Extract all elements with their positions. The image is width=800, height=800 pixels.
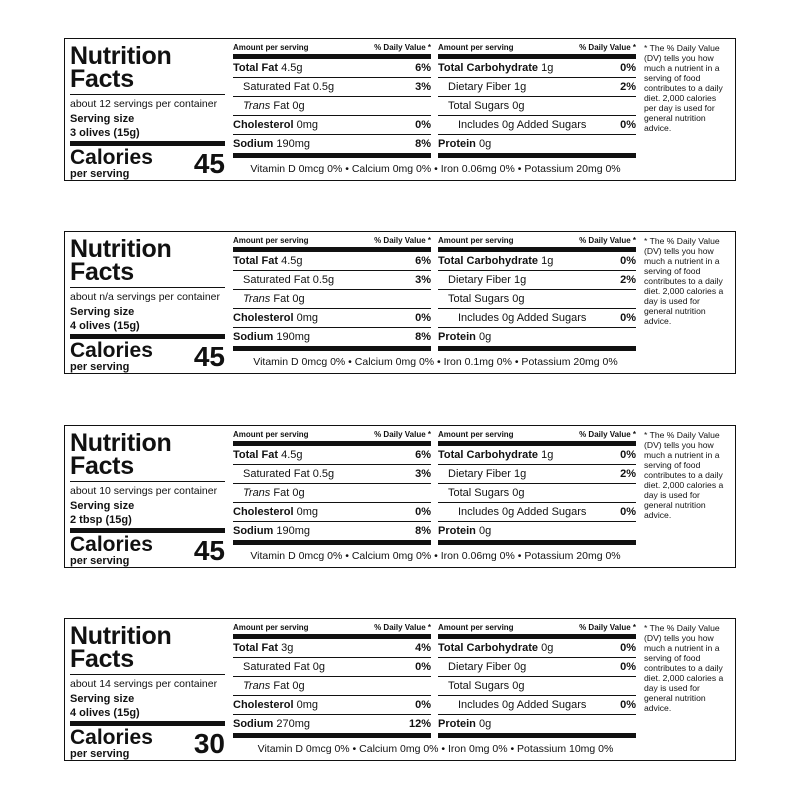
servings-per-container: about 14 servings per container bbox=[70, 674, 225, 691]
saturated-fat-amount: 0g bbox=[312, 661, 325, 673]
cholesterol-row bbox=[233, 309, 431, 328]
cholesterol-row bbox=[233, 503, 431, 522]
servings-per-container: about n/a servings per container bbox=[70, 287, 225, 304]
total-carbohydrate-label: Total Carbohydrate bbox=[438, 449, 539, 461]
nutrient-column-left bbox=[233, 43, 431, 158]
nutrition-panel-2 bbox=[64, 231, 736, 374]
nutrient-column-right bbox=[438, 623, 636, 738]
amount-per-serving-header: Amount per serving bbox=[233, 236, 309, 245]
total-carbohydrate-amount: 0g bbox=[541, 642, 554, 654]
dietary-fiber-dv: 2% bbox=[620, 81, 636, 93]
daily-value-footnote: * The % Daily Value (DV) tells you how much a nutrient in a serving of food contributes to a daily diet. 2,000 calories per day is used for general nutrition advice. bbox=[644, 43, 723, 133]
total-fat-label: Total Fat bbox=[233, 62, 279, 74]
daily-value-footnote: * The % Daily Value (DV) tells you how much a nutrient in a serving of food contributes to a daily diet. 2,000 calories a day is used for general nutrition advice. bbox=[644, 236, 724, 326]
dietary-fiber-dv: 2% bbox=[620, 468, 636, 480]
calories-value: 45 bbox=[193, 341, 225, 372]
daily-value-header: % Daily Value * bbox=[579, 236, 636, 245]
serving-size-value: 4 olives (15g) bbox=[70, 320, 140, 332]
total-sugars-label: Total Sugars 0g bbox=[448, 487, 525, 499]
saturated-fat-row bbox=[233, 78, 431, 97]
panel-title bbox=[70, 42, 225, 93]
sodium-row bbox=[233, 328, 431, 351]
sodium-dv: 8% bbox=[415, 331, 431, 343]
panel-title bbox=[70, 429, 225, 480]
total-carbohydrate-amount: 1g bbox=[541, 62, 554, 74]
column-header bbox=[438, 236, 636, 252]
per-serving-label: per serving bbox=[70, 748, 130, 760]
serving-size-value: 4 olives (15g) bbox=[70, 707, 140, 719]
serving-size-label: Serving size bbox=[70, 113, 135, 125]
calories-label: Calories bbox=[70, 533, 153, 556]
trans-fat-row bbox=[233, 290, 431, 309]
column-header bbox=[233, 43, 431, 59]
panel-header bbox=[70, 235, 225, 373]
title-line-2: Facts bbox=[70, 258, 134, 286]
nutrition-panel-3 bbox=[64, 425, 736, 568]
total-sugars-label: Total Sugars 0g bbox=[448, 293, 525, 305]
vitamins-minerals-line: Vitamin D 0mcg 0% • Calcium 0mg 0% • Iron 0.1mg 0% • Potassium 20mg 0% bbox=[253, 356, 618, 368]
column-header bbox=[438, 43, 636, 59]
daily-value-header: % Daily Value * bbox=[579, 623, 636, 632]
total-carbohydrate-label: Total Carbohydrate bbox=[438, 642, 539, 654]
added-sugars-label: Includes 0g Added Sugars bbox=[458, 506, 587, 518]
total-carbohydrate-label: Total Carbohydrate bbox=[438, 255, 539, 267]
total-carbohydrate-dv: 0% bbox=[620, 449, 636, 461]
saturated-fat-label: Saturated Fat bbox=[243, 81, 310, 93]
sodium-row bbox=[233, 715, 431, 738]
servings-per-container: about 12 servings per container bbox=[70, 94, 225, 111]
daily-value-header: % Daily Value * bbox=[374, 430, 431, 439]
sodium-label: Sodium bbox=[233, 525, 274, 537]
cholesterol-row bbox=[233, 696, 431, 715]
amount-per-serving-header: Amount per serving bbox=[233, 623, 309, 632]
saturated-fat-label: Saturated Fat bbox=[243, 661, 310, 673]
protein-row bbox=[438, 135, 636, 158]
sodium-row bbox=[233, 135, 431, 158]
daily-value-header: % Daily Value * bbox=[579, 43, 636, 52]
saturated-fat-dv: 3% bbox=[415, 468, 431, 480]
sodium-dv: 8% bbox=[415, 525, 431, 537]
cholesterol-dv: 0% bbox=[415, 312, 431, 324]
total-sugars-label: Total Sugars 0g bbox=[448, 100, 525, 112]
daily-value-footnote: * The % Daily Value (DV) tells you how much a nutrient in a serving of food contributes to a daily diet. 2,000 calories a day is used for general nutrition advice. bbox=[644, 430, 724, 520]
column-header bbox=[233, 623, 431, 639]
calories-row bbox=[70, 528, 225, 569]
panel-header bbox=[70, 42, 225, 180]
title-line-2: Facts bbox=[70, 645, 134, 673]
trans-fat-rest: Fat 0g bbox=[273, 680, 305, 692]
protein-label: Protein bbox=[438, 138, 476, 150]
title-line-1: Nutrition bbox=[70, 622, 172, 650]
calories-value: 45 bbox=[193, 148, 225, 179]
amount-per-serving-header: Amount per serving bbox=[233, 430, 309, 439]
added-sugars-dv: 0% bbox=[620, 312, 636, 324]
saturated-fat-label: Saturated Fat bbox=[243, 274, 310, 286]
trans-fat-label: Trans bbox=[243, 100, 271, 112]
dietary-fiber-label: Dietary Fiber 1g bbox=[448, 274, 527, 286]
total-carbohydrate-row bbox=[438, 252, 636, 271]
daily-value-header: % Daily Value * bbox=[374, 623, 431, 632]
nutrition-panel-1 bbox=[64, 38, 736, 181]
added-sugars-dv: 0% bbox=[620, 506, 636, 518]
total-fat-row bbox=[233, 446, 431, 465]
total-sugars-row bbox=[438, 484, 636, 503]
total-sugars-label: Total Sugars 0g bbox=[448, 680, 525, 692]
panel-header bbox=[70, 429, 225, 567]
added-sugars-row bbox=[438, 309, 636, 328]
protein-amount: 0g bbox=[478, 331, 492, 343]
calories-value: 30 bbox=[193, 728, 225, 759]
total-fat-row bbox=[233, 59, 431, 78]
total-carbohydrate-row bbox=[438, 639, 636, 658]
cholesterol-dv: 0% bbox=[415, 506, 431, 518]
sodium-label: Sodium bbox=[233, 718, 274, 730]
sodium-amount: 190mg bbox=[276, 138, 311, 150]
calories-label: Calories bbox=[70, 339, 153, 362]
servings-per-container: about 10 servings per container bbox=[70, 481, 225, 498]
serving-size-value: 3 olives (15g) bbox=[70, 127, 140, 139]
daily-value-header: % Daily Value * bbox=[374, 43, 431, 52]
trans-fat-label: Trans bbox=[243, 293, 271, 305]
per-serving-label: per serving bbox=[70, 168, 130, 180]
total-sugars-row bbox=[438, 677, 636, 696]
saturated-fat-label: Saturated Fat bbox=[243, 468, 310, 480]
saturated-fat-row bbox=[233, 271, 431, 290]
added-sugars-dv: 0% bbox=[620, 699, 636, 711]
trans-fat-rest: Fat 0g bbox=[273, 293, 305, 305]
protein-label: Protein bbox=[438, 331, 476, 343]
dietary-fiber-label: Dietary Fiber 1g bbox=[448, 81, 527, 93]
calories-value: 45 bbox=[193, 535, 225, 566]
title-line-2: Facts bbox=[70, 452, 134, 480]
sodium-row bbox=[233, 522, 431, 545]
panel-header bbox=[70, 622, 225, 760]
protein-row bbox=[438, 715, 636, 738]
cholesterol-label: Cholesterol bbox=[233, 312, 294, 324]
amount-per-serving-header: Amount per serving bbox=[438, 623, 514, 632]
dietary-fiber-row bbox=[438, 78, 636, 97]
nutrient-column-left bbox=[233, 430, 431, 545]
added-sugars-row bbox=[438, 503, 636, 522]
sodium-label: Sodium bbox=[233, 138, 274, 150]
cholesterol-amount: 0mg bbox=[296, 699, 318, 711]
saturated-fat-dv: 3% bbox=[415, 81, 431, 93]
protein-label: Protein bbox=[438, 525, 476, 537]
trans-fat-label: Trans bbox=[243, 487, 271, 499]
cholesterol-amount: 0mg bbox=[296, 312, 318, 324]
trans-fat-label: Trans bbox=[243, 680, 271, 692]
protein-amount: 0g bbox=[478, 525, 492, 537]
title-line-2: Facts bbox=[70, 65, 134, 93]
saturated-fat-dv: 0% bbox=[415, 661, 431, 673]
dietary-fiber-dv: 2% bbox=[620, 274, 636, 286]
cholesterol-dv: 0% bbox=[415, 119, 431, 131]
trans-fat-rest: Fat 0g bbox=[273, 487, 305, 499]
saturated-fat-amount: 0.5g bbox=[312, 468, 335, 480]
saturated-fat-row bbox=[233, 465, 431, 484]
dietary-fiber-row bbox=[438, 465, 636, 484]
total-fat-amount: 4.5g bbox=[281, 62, 303, 74]
panel-title bbox=[70, 622, 225, 673]
dietary-fiber-row bbox=[438, 658, 636, 677]
added-sugars-label: Includes 0g Added Sugars bbox=[458, 119, 587, 131]
total-fat-dv: 6% bbox=[415, 62, 431, 74]
column-header bbox=[233, 236, 431, 252]
added-sugars-row bbox=[438, 696, 636, 715]
total-carbohydrate-row bbox=[438, 59, 636, 78]
total-fat-label: Total Fat bbox=[233, 642, 279, 654]
dietary-fiber-label: Dietary Fiber 0g bbox=[448, 661, 527, 673]
amount-per-serving-header: Amount per serving bbox=[438, 236, 514, 245]
total-carbohydrate-label: Total Carbohydrate bbox=[438, 62, 539, 74]
nutrient-column-left bbox=[233, 623, 431, 738]
sodium-amount: 270mg bbox=[276, 718, 311, 730]
amount-per-serving-header: Amount per serving bbox=[438, 430, 514, 439]
trans-fat-row bbox=[233, 97, 431, 116]
cholesterol-label: Cholesterol bbox=[233, 699, 294, 711]
dietary-fiber-row bbox=[438, 271, 636, 290]
trans-fat-rest: Fat 0g bbox=[273, 100, 305, 112]
per-serving-label: per serving bbox=[70, 555, 130, 567]
total-fat-dv: 4% bbox=[415, 642, 431, 654]
saturated-fat-row bbox=[233, 658, 431, 677]
total-fat-label: Total Fat bbox=[233, 449, 279, 461]
calories-label: Calories bbox=[70, 146, 153, 169]
title-line-1: Nutrition bbox=[70, 235, 172, 263]
total-fat-dv: 6% bbox=[415, 255, 431, 267]
nutrient-column-right bbox=[438, 236, 636, 351]
total-fat-dv: 6% bbox=[415, 449, 431, 461]
serving-size-label: Serving size bbox=[70, 306, 135, 318]
daily-value-footnote: * The % Daily Value (DV) tells you how much a nutrient in a serving of food contributes to a daily diet. 2,000 calories a day is used for general nutrition advice. bbox=[644, 623, 724, 713]
amount-per-serving-header: Amount per serving bbox=[438, 43, 514, 52]
added-sugars-label: Includes 0g Added Sugars bbox=[458, 312, 587, 324]
sodium-amount: 190mg bbox=[276, 331, 311, 343]
nutrient-column-right bbox=[438, 43, 636, 158]
daily-value-header: % Daily Value * bbox=[374, 236, 431, 245]
cholesterol-row bbox=[233, 116, 431, 135]
protein-amount: 0g bbox=[478, 718, 492, 730]
total-fat-row bbox=[233, 639, 431, 658]
protein-label: Protein bbox=[438, 718, 476, 730]
protein-amount: 0g bbox=[478, 138, 492, 150]
total-fat-row bbox=[233, 252, 431, 271]
cholesterol-dv: 0% bbox=[415, 699, 431, 711]
total-fat-amount: 4.5g bbox=[281, 255, 303, 267]
nutrient-column-left bbox=[233, 236, 431, 351]
total-carbohydrate-dv: 0% bbox=[620, 255, 636, 267]
total-carbohydrate-amount: 1g bbox=[541, 449, 554, 461]
sodium-dv: 8% bbox=[415, 138, 431, 150]
calories-label: Calories bbox=[70, 726, 153, 749]
cholesterol-label: Cholesterol bbox=[233, 506, 294, 518]
vitamins-minerals-line: Vitamin D 0mcg 0% • Calcium 0mg 0% • Iron 0mg 0% • Potassium 10mg 0% bbox=[257, 743, 614, 755]
sodium-dv: 12% bbox=[408, 718, 431, 730]
saturated-fat-amount: 0.5g bbox=[312, 81, 335, 93]
total-sugars-row bbox=[438, 97, 636, 116]
vitamins-minerals-line: Vitamin D 0mcg 0% • Calcium 0mg 0% • Iron 0.06mg 0% • Potassium 20mg 0% bbox=[250, 550, 621, 562]
serving-size-label: Serving size bbox=[70, 693, 135, 705]
per-serving-label: per serving bbox=[70, 361, 130, 373]
total-fat-amount: 3g bbox=[281, 642, 294, 654]
daily-value-header: % Daily Value * bbox=[579, 430, 636, 439]
trans-fat-row bbox=[233, 677, 431, 696]
cholesterol-label: Cholesterol bbox=[233, 119, 294, 131]
protein-row bbox=[438, 328, 636, 351]
column-header bbox=[438, 430, 636, 446]
total-fat-amount: 4.5g bbox=[281, 449, 303, 461]
title-line-1: Nutrition bbox=[70, 42, 172, 70]
added-sugars-label: Includes 0g Added Sugars bbox=[458, 699, 587, 711]
total-carbohydrate-row bbox=[438, 446, 636, 465]
saturated-fat-amount: 0.5g bbox=[312, 274, 335, 286]
added-sugars-dv: 0% bbox=[620, 119, 636, 131]
panel-title bbox=[70, 235, 225, 286]
nutrition-panel-4 bbox=[64, 618, 736, 761]
amount-per-serving-header: Amount per serving bbox=[233, 43, 309, 52]
total-carbohydrate-amount: 1g bbox=[541, 255, 554, 267]
calories-row bbox=[70, 334, 225, 375]
sodium-label: Sodium bbox=[233, 331, 274, 343]
vitamins-minerals-line: Vitamin D 0mcg 0% • Calcium 0mg 0% • Iron 0.06mg 0% • Potassium 20mg 0% bbox=[250, 163, 621, 175]
saturated-fat-dv: 3% bbox=[415, 274, 431, 286]
serving-size-label: Serving size bbox=[70, 500, 135, 512]
total-sugars-row bbox=[438, 290, 636, 309]
dietary-fiber-dv: 0% bbox=[620, 661, 636, 673]
added-sugars-row bbox=[438, 116, 636, 135]
nutrient-column-right bbox=[438, 430, 636, 545]
calories-row bbox=[70, 141, 225, 182]
total-fat-label: Total Fat bbox=[233, 255, 279, 267]
column-header bbox=[233, 430, 431, 446]
cholesterol-amount: 0mg bbox=[296, 119, 318, 131]
column-header bbox=[438, 623, 636, 639]
title-line-1: Nutrition bbox=[70, 429, 172, 457]
dietary-fiber-label: Dietary Fiber 1g bbox=[448, 468, 527, 480]
total-carbohydrate-dv: 0% bbox=[620, 62, 636, 74]
protein-row bbox=[438, 522, 636, 545]
total-carbohydrate-dv: 0% bbox=[620, 642, 636, 654]
serving-size-value: 2 tbsp (15g) bbox=[70, 514, 132, 526]
calories-row bbox=[70, 721, 225, 762]
sodium-amount: 190mg bbox=[276, 525, 311, 537]
trans-fat-row bbox=[233, 484, 431, 503]
cholesterol-amount: 0mg bbox=[296, 506, 318, 518]
